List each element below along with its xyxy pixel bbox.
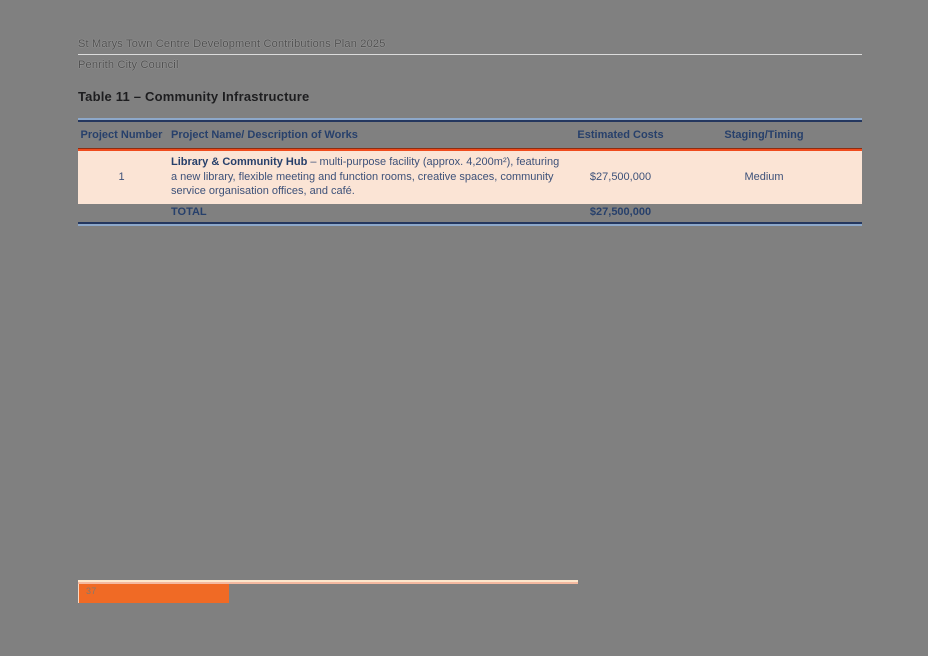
table-bottom-border — [78, 222, 862, 226]
document-title: St Marys Town Centre Development Contributions Plan 2025 — [78, 38, 386, 50]
table-header-row — [78, 122, 862, 148]
project-description — [171, 155, 565, 199]
running-header — [78, 38, 862, 71]
table-row — [78, 151, 862, 204]
column-header-estimated-costs: Estimated Costs — [577, 129, 664, 141]
cell-estimated-cost: $27,500,000 — [589, 171, 652, 184]
header-divider — [78, 54, 862, 55]
project-name: Library & Community Hub — [171, 156, 308, 168]
table-total-row — [78, 204, 862, 222]
cell-project-number: 1 — [118, 171, 125, 184]
column-header-project-number: Project Number — [80, 129, 163, 141]
table-caption: Table 11 – Community Infrastructure — [78, 89, 310, 104]
column-header-staging-timing: Staging/Timing — [724, 129, 804, 141]
total-label: TOTAL — [171, 206, 207, 219]
project-description-text: – multi-purpose facility (approx. 4,200m²), featuring a new library, flexible meeting and function rooms, creative spaces, community service organisation offices, and café. — [171, 156, 560, 198]
cell-staging: Medium — [744, 171, 784, 184]
cell-description — [165, 151, 575, 204]
community-infrastructure-table — [78, 118, 862, 226]
total-cost: $27,500,000 — [589, 206, 652, 219]
page-number: 37 — [86, 586, 97, 596]
page-number-tab — [78, 584, 229, 603]
document-subtitle: Penrith City Council — [78, 59, 179, 71]
column-header-name-description: Project Name/ Description of Works — [171, 129, 358, 141]
